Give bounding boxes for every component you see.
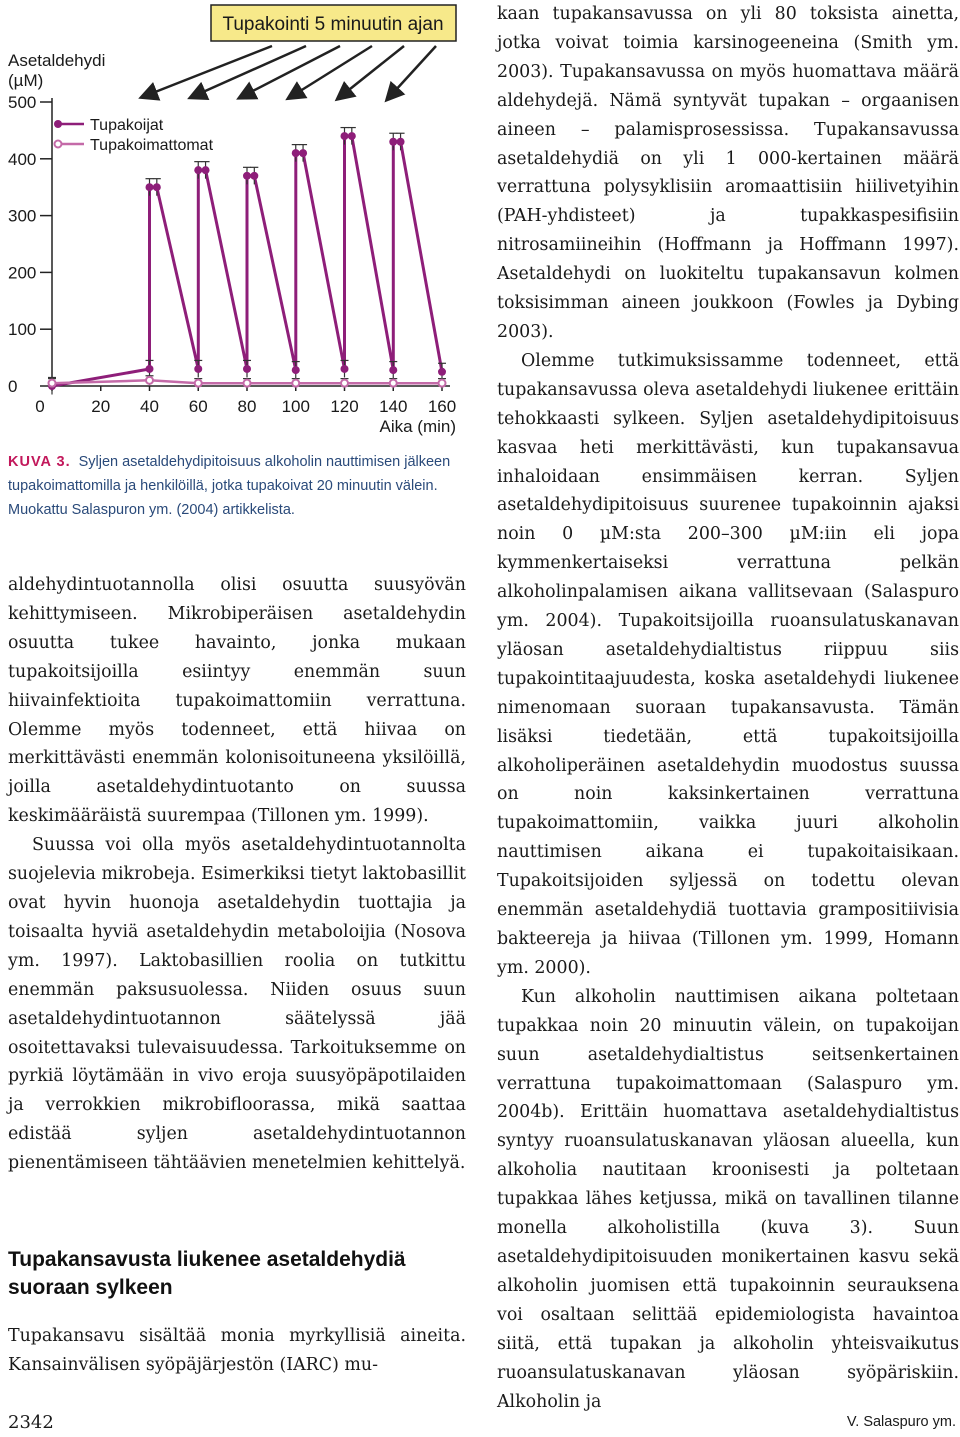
- x-tick-label: 80: [237, 397, 257, 416]
- y-tick-label: 400: [8, 149, 37, 169]
- y-tick-label: 300: [8, 206, 37, 226]
- left-paragraph-2: Suussa voi olla myös asetaldehydintuotannolta suojelevia mikrobeja. Esimerkiksi tietyt laktobasillit ovat hyvin huonoja asetaldehydin tuottajia ja toisaalta hyviä asetaldehydin metaboloijia (Nosova ym. 1997). Laktobasillien roolia on tutkittu enemmän paksusuolessa. Niiden osuus suun asetaldehydintuotannon säätelyssä jää osoitettavaksi tulevaisuudessa. Tarkoituksemme on pyrkiä löytämään in vivo eroja suusyöpäpotilaiden ja verrokkien mikrobifloorassa, mikä saattaa edistää syljen asetaldehydintuotannon pienentämiseen tähtäävien menetelmien kehittelyä.: [8, 835, 466, 1174]
- data-point: [243, 365, 251, 373]
- x-axis-label: Aika (min): [379, 417, 456, 436]
- arrow: [391, 46, 436, 95]
- data-point: [195, 380, 202, 387]
- chart: [0, 0, 470, 440]
- arrows: [148, 46, 437, 95]
- legend-marker: [55, 141, 62, 148]
- x-tick-label: 140: [379, 397, 408, 416]
- x-tick-label: 160: [427, 397, 457, 416]
- arrow: [294, 46, 372, 95]
- caption-label: KUVA 3.: [8, 454, 71, 470]
- section-heading: Tupakansavusta liukenee asetaldehydiä suoraan sylkeen: [8, 1248, 406, 1299]
- data-point: [243, 172, 251, 180]
- x-tick-label: 20: [91, 397, 111, 416]
- series: [48, 128, 446, 395]
- y-tick-label: 100: [8, 320, 37, 340]
- data-point: [146, 365, 154, 373]
- legend: [54, 117, 214, 154]
- section-body: [8, 1322, 466, 1380]
- page-number: 2342: [8, 1412, 54, 1433]
- right-paragraph-2: Olemme tutkimuksissamme todenneet, että tupakansavussa oleva asetaldehydi liukenee erittäin tehokkaasti sylkeen. Syljen asetaldehydipitoisuus kasvaa heti merkittävästi, kun tupakansavua inhaloidaan ensimmäisen kerran. Syljen asetaldehydipitoisuus suurenee tupakoinnin ajaksi noin 0 µM:sta 200–300 µM:iin eli jopa kymmenkertaiseksi verrattuna pelkän alkoholinpalamisen aikana vallitsevaan (Salaspuro ym. 2004). Tupakoitsijoilla ruoansulatuskanavan yläosan asetaldehydialtistus riippuu siis tupakointitaajuudesta, koska asetaldehydi liukenee nimenomaan suoraan tupakansavusta. Tämän lisäksi tiedetään, että tupakoitsijoilla alkoholiperäinen asetaldehydin muodostus suussa on noin kaksinkertainen verrattuna tupakoimattomiin, vaikka juuri alkoholin nauttimisen aikana ei tupakoitaisikaan. Tupakoitsijoiden syljessä on todettu olevan enemmän asetaldehydiä tuottavia grampositiivisia bakteereja ja hiivaa (Tillonen ym. 1999, Homann ym. 2000).: [497, 350, 959, 978]
- data-point: [389, 366, 397, 374]
- caption-text: Syljen asetaldehydipitoisuus alkoholin nauttimisen jälkeen tupakoimattomilla ja henkilöillä, jotka tupakoivat 20 minuutin välein. Muokattu Salaspuron ym. (2004) artikkelista.: [8, 454, 451, 518]
- data-point: [292, 149, 300, 157]
- right-paragraph-1: kaan tupakansavussa on yli 80 toksista ainetta, jotka voivat toimia karsinogeeneina (Smith ym. 2003). Tupakansavussa on myös huomattava määrä aldehydejä. Nämä syntyvät tupakan – orgaanisen aineen – palamisprosessissa. Tupakansavussa asetaldehydiä on yli 1 000-kertainen määrä verrattuna polysyklisiin aromaattisiin hiilivetyihin (PAH-yhdisteet) ja tupakkaspesifisiin nitrosamiineihin (Hoffmann ja Hoffmann 1997). Asetaldehydi on luokiteltu tupakansavun kolmen toksisimman aineen joukkoon (Fowles ja Dybing 2003).: [497, 4, 959, 342]
- legend-label: Tupakoimattomat: [90, 137, 214, 154]
- right-column: [497, 0, 959, 1416]
- x-tick-label: 0: [35, 397, 45, 416]
- data-point: [292, 380, 299, 387]
- data-point: [244, 380, 251, 387]
- data-point: [146, 377, 153, 384]
- axes: [8, 93, 456, 416]
- data-point: [390, 380, 397, 387]
- annotation-text: Tupakointi 5 minuutin ajan: [222, 14, 444, 35]
- figure-caption: [8, 450, 470, 522]
- y-axis-label-line1: Asetaldehydi: [8, 51, 106, 70]
- figure-3: [0, 0, 470, 440]
- data-point: [439, 380, 446, 387]
- data-point: [153, 183, 161, 191]
- data-point: [341, 380, 348, 387]
- data-point: [438, 368, 446, 376]
- left-paragraph-1: aldehydintuotannolla olisi osuutta suusyövän kehittymiseen. Mikrobiperäisen asetaldehydin osuutta tukee havainto, jonka mukaan tupakoitsijoilla esiintyy enemmän suun hiivainfektioita tupakoimattomiin verrattuna. Olemme myös todenneet, että hiivaa on merkittävästi enemmän kolonisoituneena yksilöillä, joilla asetaldehydintuotanto on suussa keskimääräistä suurempaa (Tillonen ym. 1999).: [8, 575, 466, 827]
- data-point: [389, 138, 397, 146]
- data-point: [146, 183, 154, 191]
- x-tick-label: 60: [188, 397, 208, 416]
- running-author: V. Salaspuro ym.: [846, 1414, 956, 1430]
- y-tick-label: 200: [8, 263, 37, 283]
- legend-label: Tupakoijat: [90, 117, 164, 134]
- x-tick-label: 40: [140, 397, 159, 416]
- x-tick-label: 100: [281, 397, 310, 416]
- data-point: [341, 365, 349, 373]
- data-point: [292, 366, 300, 374]
- data-point: [49, 380, 56, 387]
- y-tick-label: 500: [8, 93, 37, 112]
- data-point: [194, 166, 202, 174]
- data-point: [348, 132, 356, 140]
- x-tick-label: 120: [330, 397, 359, 416]
- data-point: [250, 172, 258, 180]
- legend-marker: [54, 120, 62, 128]
- data-point: [397, 138, 405, 146]
- data-point: [202, 166, 210, 174]
- data-point: [341, 132, 349, 140]
- arrow: [343, 46, 405, 95]
- right-paragraph-3: Kun alkoholin nauttimisen aikana poltetaan tupakkaa noin 20 minuutin välein, on tupakoijan suun asetaldehydialtistus seitsenkertainen verrattuna tupakoimattomaan (Salaspuro ym. 2004b). Erittäin huomattava asetaldehydialtistus syntyy ruoansulatuskanavan yläosan alueella, kun alkoholia nautitaan kroonisesti ja poltetaan tupakkaa lähes ketjussa, mikä on tavallinen tilanne monella alkoholistilla (kuva 3). Suun asetaldehydipitoisuuden monikertainen kasvu sekä alkoholin juomisen että tupakoinnin seurauksena voi osaltaan selittää epidemiologista havaintoa siitä, että tupakan ja alkoholin yhteisvaikutus ruoansulatuskanavan yläosan syöpäriskiin. Alkoholin ja: [497, 986, 959, 1412]
- y-axis-label-line2: (µM): [8, 71, 44, 90]
- section-paragraph: Tupakansavu sisältää monia myrkyllisiä aineita. Kansainvälisen syöpäjärjestön (IARC) mu-: [8, 1326, 466, 1375]
- left-column: [8, 571, 466, 1178]
- data-point: [299, 149, 307, 157]
- data-point: [194, 365, 202, 373]
- y-tick-label: 0: [8, 377, 18, 396]
